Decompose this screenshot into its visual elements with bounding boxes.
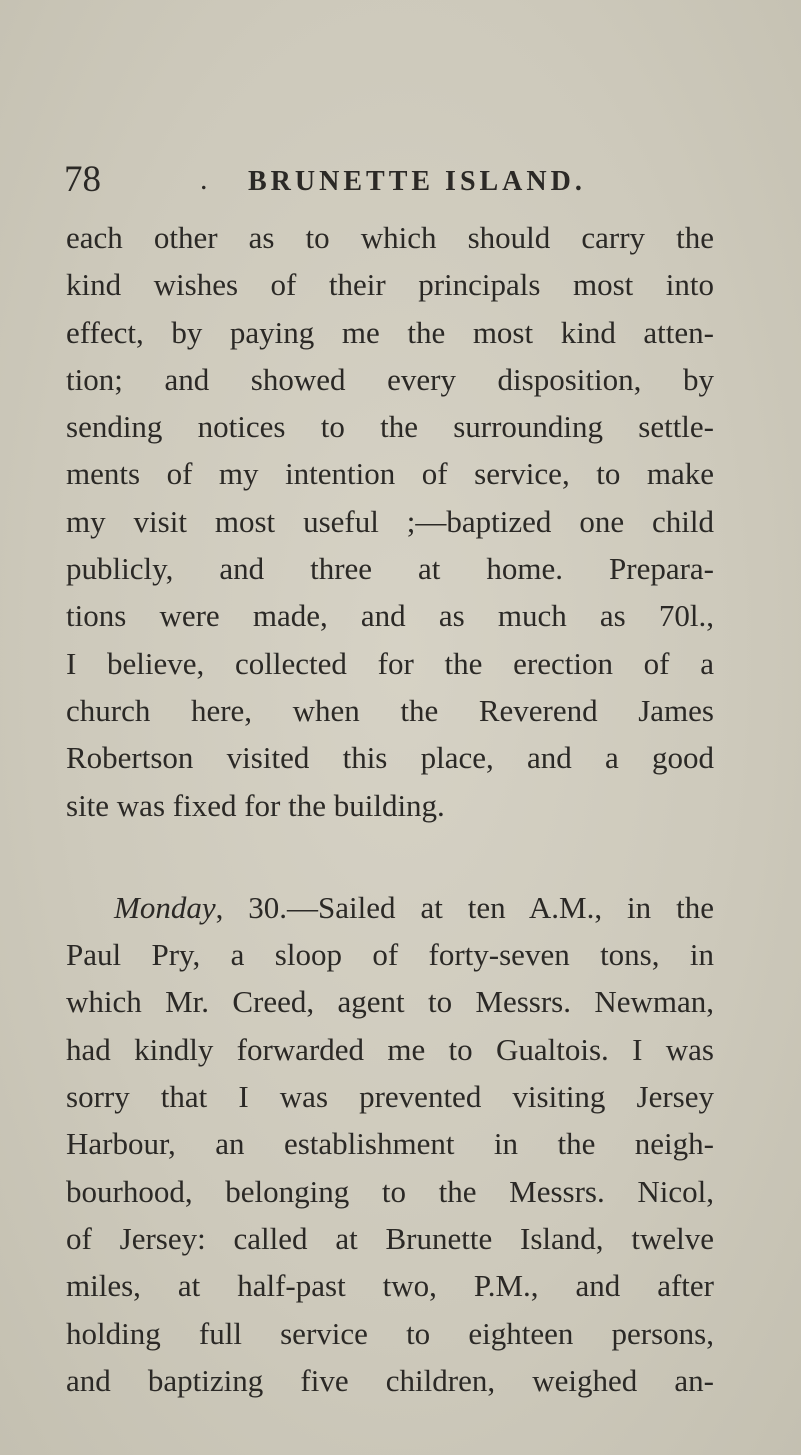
text-line: each other as to which should carry the (66, 220, 714, 255)
text-line: Paul Pry, a sloop of forty-seven tons, in (66, 937, 714, 973)
running-head (64, 160, 724, 200)
text-line: tion; and showed every disposition, by (66, 361, 714, 397)
text-line: I believe, collected for the erection of a (66, 645, 714, 681)
paragraph-1 (66, 214, 714, 829)
day-name: Monday (114, 889, 216, 925)
text-line: miles, at half-past two, P.M., and after (66, 1268, 714, 1304)
text-line: Robertson visited this place, and a good (66, 740, 714, 776)
body-text (66, 214, 714, 1404)
text-line: tions were made, and as much as 70l., (66, 598, 714, 634)
text-line: bourhood, belonging to the Messrs. Nicol, (66, 1173, 714, 1209)
text-line: kind wishes of their principals most into (66, 267, 714, 303)
text-line: Monday, 30.—Sailed at ten A.M., in the (114, 889, 714, 925)
running-title: BRUNETTE ISLAND. (248, 166, 586, 197)
page-number: 78 (64, 159, 101, 200)
text-line: ments of my intention of service, to make (66, 456, 714, 492)
text-line: sorry that I was prevented visiting Jersey (66, 1079, 714, 1115)
text-line: holding full service to eighteen persons, (66, 1315, 714, 1351)
text-line: Harbour, an establishment in the neigh- (66, 1126, 714, 1162)
text-line: sending notices to the surrounding settle- (66, 409, 714, 445)
text-line: of Jersey: called at Brunette Island, twelve (66, 1220, 714, 1256)
text-line: publicly, and three at home. Prepara- (66, 551, 714, 587)
text-line: my visit most useful ;—baptized one child (66, 503, 714, 539)
paragraph-gap (66, 829, 714, 884)
text-line: church here, when the Reverend James (66, 692, 714, 728)
text-line: effect, by paying me the most kind atten- (66, 314, 714, 350)
text-line: site was fixed for the building. (66, 787, 445, 823)
text-line: and baptizing five children, weighed an- (66, 1362, 714, 1398)
text-line: which Mr. Creed, agent to Messrs. Newman, (66, 984, 714, 1020)
head-separator: . (200, 163, 208, 196)
paragraph-2 (66, 884, 714, 1404)
text-line: had kindly forwarded me to Gualtois. I was (66, 1031, 714, 1067)
